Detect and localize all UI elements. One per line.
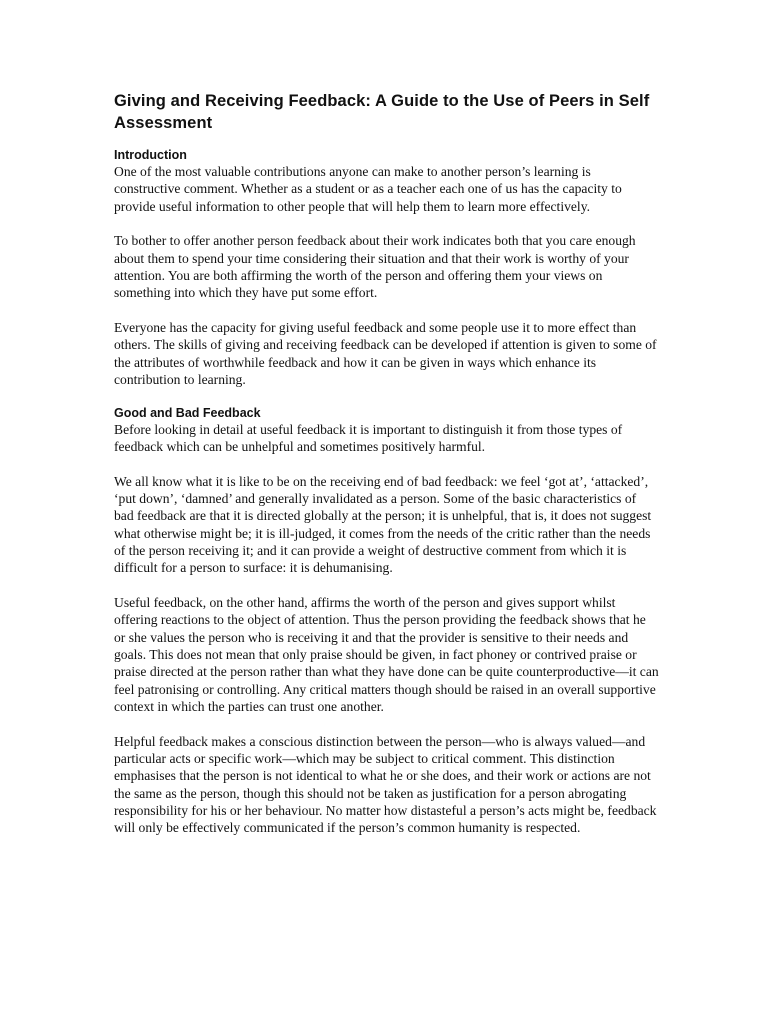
paragraph: Before looking in detail at useful feedback it is important to distinguish it from those types of feedback which can be unhelpful and sometimes positively harmful. <box>114 421 623 455</box>
section-heading: Introduction <box>114 148 187 162</box>
paragraph: We all know what it is like to be on the receiving end of bad feedback: we feel ‘got at’, ‘attacked’, ‘put down’, ‘damned’ and generally invalidated as a person. Some of the basic characteristics of bad feedback are that it is directed globally at the person; it is unhelpful, that is, it does not suggest what otherwise might be; it is ill-judged, it comes from the needs of the critic rather than the needs of the person receiving it; and it can provide a weight of destructive comment from which it is difficult for a person to surface: it is dehumanising. <box>114 473 652 576</box>
paragraph: Useful feedback, on the other hand, affirms the worth of the person and gives support whilst offering reactions to the object of attention. Thus the person providing the feedback shows that he or she values the person who is receiving it and that the provider is sensitive to their needs and goals. This does not mean that only praise should be given, in fact phoney or contrived praise or praise directed at the person rather than what they have done can be quite counterproductive—it can feel patronising or controlling. Any critical matters though should be raised in an overall supportive context in which the parties can trust one another. <box>114 595 659 714</box>
paragraph: Everyone has the capacity for giving useful feedback and some people use it to more effect than others. The skills of giving and receiving feedback can be developed if attention is given to some of the attributes of worthwhile feedback and how it can be given in ways which enhance its contribution to learning. <box>114 320 657 387</box>
section-introduction <box>114 148 659 388</box>
paragraph: One of the most valuable contributions anyone can make to another person’s learning is constructive comment. Whether as a student or as a teacher each one of us has the capacity to provide useful information to other people that will help them to learn more effectively. <box>114 164 622 214</box>
section-heading: Good and Bad Feedback <box>114 405 261 420</box>
document-page <box>114 90 659 854</box>
paragraph: To bother to offer another person feedback about their work indicates both that you care enough about them to spend your time considering their situation and that their work is worthy of your attention. You are both affirming the worth of the person and offering them your views on something into which they have put some effort. <box>114 233 636 301</box>
section-good-and-bad-feedback <box>114 406 659 837</box>
paragraph: Helpful feedback makes a conscious distinction between the person—who is always valued—and particular acts or specific work—which may be subject to critical comment. This distinction emphasises that the person is not identical to what he or she does, and their work or actions are not the same as the person, though this should not be taken as justification for a person abrogating responsibility for his or her behaviour. No matter how distasteful a person’s acts might be, feedback will only be effectively communicated if the person’s common humanity is respected. <box>114 733 657 836</box>
document-title: Giving and Receiving Feedback: A Guide to the Use of Peers in Self Assessment <box>114 92 650 132</box>
